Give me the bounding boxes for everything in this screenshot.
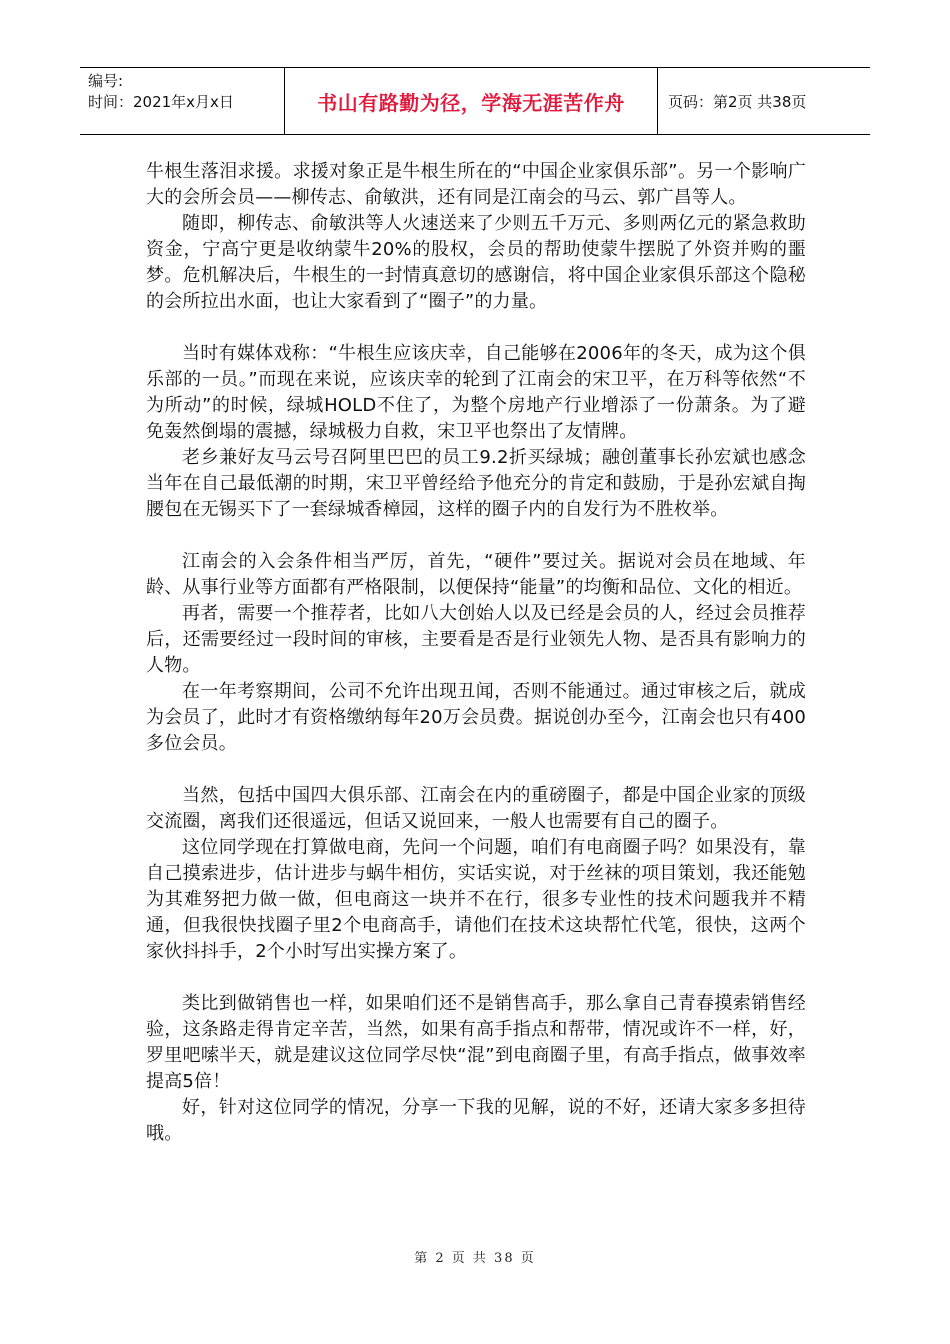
paragraph: 老乡兼好友马云号召阿里巴巴的员工9.2折买绿城；融创董事长孙宏斌也感念当年在自己最低潮的时期，宋卫平曾经给予他充分的肯定和鼓励，于是孙宏斌自掏腰包在无锡买下了一套绿城香樟园，这样的圈子内的自发行为不胜枚举。 xyxy=(146,447,806,520)
header-motto-cell xyxy=(284,67,658,135)
paragraph: 随即，柳传志、俞敏洪等人火速送来了少则五千万元、多则两亿元的紧急救助资金，宁高宁更是收纳蒙牛20%的股权，会员的帮助使蒙牛摆脱了外资并购的噩梦。危机解决后，牛根生的一封情真意切的感谢信，将中国企业家俱乐部这个隐秘的会所拉出水面，也让大家看到了“圈子”的力量。 xyxy=(146,213,806,312)
header-bottom-rule xyxy=(80,134,870,135)
header-meta-cell xyxy=(80,67,284,135)
header-page-info: 页码：第2页 共38页 xyxy=(668,92,807,111)
page-header xyxy=(80,67,870,135)
paragraph: 类比到做销售也一样，如果咱们还不是销售高手，那么拿自己青春摸索销售经验，这条路走得肯定辛苦，当然，如果有高手指点和帮带，情况或许不一样，好，罗里吧嗦半天，就是建议这位同学尽快“混”到电商圈子里，有高手指点，做事效率提高5倍！ xyxy=(146,993,806,1092)
document-code-label: 编号: xyxy=(88,72,124,90)
paragraph: 再者，需要一个推荐者，比如八大创始人以及已经是会员的人，经过会员推荐后，还需要经过一段时间的审核，主要看是否是行业领先人物、是否具有影响力的人物。 xyxy=(146,603,806,676)
paragraph: 这位同学现在打算做电商，先问一个问题，咱们有电商圈子吗？如果没有，靠自己摸索进步，估计进步与蜗牛相仿，实话实说，对于丝袜的项目策划，我还能勉为其难努把力做一做，但电商这一块并不在行，很多专业性的技术问题我并不精通，但我很快找圈子里2个电商高手，请他们在技术这块帮忙代笔，很快，这两个家伙抖抖手，2个小时写出实操方案了。 xyxy=(146,837,806,962)
document-date: 时间：2021年x月x日 xyxy=(88,93,234,111)
paragraph: 当时有媒体戏称：“牛根生应该庆幸，自己能够在2006年的冬天，成为这个俱乐部的一员。”而现在来说，应该庆幸的轮到了江南会的宋卫平，在万科等依然“不为所动”的时候，绿城HOLD不住了，为整个房地产行业增添了一份萧条。为了避免轰然倒塌的震撼，绿城极力自救，宋卫平也祭出了友情牌。 xyxy=(146,343,806,442)
paragraph: 好，针对这位同学的情况，分享一下我的见解，说的不好，还请大家多多担待哦。 xyxy=(146,1097,806,1144)
paragraph: 当然，包括中国四大俱乐部、江南会在内的重磅圈子，都是中国企业家的顶级交流圈，离我们还很遥远，但话又说回来，一般人也需要有自己的圈子。 xyxy=(146,785,806,832)
paragraph: 江南会的入会条件相当严厉，首先，“硬件”要过关。据说对会员在地域、年龄、从事行业等方面都有严格限制，以便保持“能量”的均衡和品位、文化的相近。 xyxy=(146,551,806,598)
header-top-rule xyxy=(80,67,870,68)
body-text xyxy=(146,159,806,1147)
paragraph: 牛根生落泪求援。求援对象正是牛根生所在的“中国企业家俱乐部”。另一个影响广大的会所会员——柳传志、俞敏洪，还有同是江南会的马云、郭广昌等人。 xyxy=(146,161,806,208)
page-footer xyxy=(0,1247,950,1266)
header-page-cell xyxy=(658,67,870,135)
footer-page-number: 第 2 页 共 38 页 xyxy=(414,1251,536,1266)
paragraph: 在一年考察期间，公司不允许出现丑闻，否则不能通过。通过审核之后，就成为会员了，此时才有资格缴纳每年20万会员费。据说创办至今，江南会也只有400多位会员。 xyxy=(146,681,806,754)
header-motto: 书山有路勤为径，学海无涯苦作舟 xyxy=(317,90,625,115)
